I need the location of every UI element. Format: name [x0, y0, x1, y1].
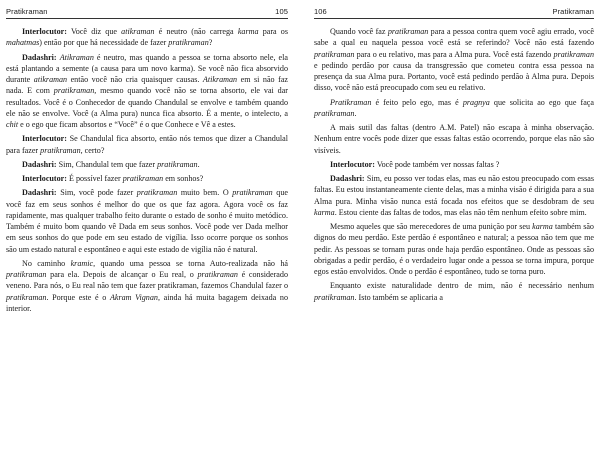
paragraph — [6, 26, 288, 49]
left-page-number: 105 — [275, 7, 288, 16]
paragraph-text: Sim, eu posso ver todas elas, mas eu não estou preocupado com essas faltas. Eu estou instantaneamente ciente delas, mas a minha visão é dirigida para a sua Alma pura. Minha visão nunca está focada nos efeitos que se desdobram de seu karma. Estou ciente das faltas de todos, mas elas não têm nenhum efeito sobre mim. — [314, 174, 594, 217]
paragraph — [314, 97, 594, 120]
paragraph-text: Sim, Chandulal tem que fazer pratikraman. — [56, 159, 200, 169]
paragraph — [6, 173, 288, 184]
speaker-label: Dadashri: — [22, 159, 57, 169]
paragraph-text: É possível fazer pratikraman em sonhos? — [66, 174, 204, 183]
paragraph-text: Atikraman é neutro, mas quando a pessoa se torna absorto nele, ela está plantando a semente (a causa para um novo karma). Se você não fica absorvido durante atikraman então você não cria quaisquer causas. Atikraman em si não faz nada. E com pratikraman, mesmo quando você não se torna absorto, ele vai dar resultados. Você é o Conhecedor de quando Chandulal se envolve e também quando ele não se envolve. Você (a Alma pura) nunca fica absorto. É a mente, o intelecto, a chit e o ego que ficam absortos e “Você” é o que Conhece e Vê a estes. — [6, 52, 289, 129]
right-page — [300, 0, 600, 466]
paragraph-text: Você pode também ver nossas faltas ? — [374, 159, 500, 169]
right-body-text — [314, 26, 594, 303]
paragraph — [314, 280, 594, 303]
paragraph-text: Você diz que atikraman é neutro (não carrega karma para os mahatmas) então por que há necessidade de fazer pratikraman? — [6, 27, 289, 48]
paragraph — [6, 52, 288, 131]
speaker-label: Dadashri: — [22, 188, 57, 198]
left-header-title: Pratikraman — [6, 7, 48, 16]
speaker-label: Interlocutor: — [22, 174, 67, 183]
right-page-number: 106 — [314, 7, 327, 16]
paragraph-text: A mais sutil das faltas (dentro A.M. Patel) não escapa à minha observação. Nenhum entre vocês pode dizer que essas faltas estão ocorrendo, porque elas não são visíveis. — [314, 123, 594, 155]
speaker-label: Interlocutor: — [330, 159, 375, 169]
paragraph-text: No caminho kramic, quando uma pessoa se torna Auto-realizada não há pratikraman para ela. Depois de alcançar o Eu real, o pratikraman é considerado veneno. Para nós, o Eu real não tem que fazer pratikraman, fazemos Chandulal fazer o pratikraman. Porque este é o Akram Vignan, ainda há muita bagagem deixada no interior. — [6, 258, 288, 313]
paragraph-text: Pratikraman é feito pelo ego, mas é pragnya que solicita ao ego que faça pratikraman. — [314, 97, 594, 118]
paragraph-text: Mesmo aqueles que são merecedores de uma punição por seu karma também são dignos do meu perdão. Este perdão é espontâneo e natural; a pessoa não tem que me pedir. As pessoas se tornam puras onde haja perdão espontâneo. Onde as pessoas são obrigadas a pedir perdão, é o verdadeiro lugar onde a pessoa se torna impura, porque egos estão envolvidos. Onde o perdão é espontâneo, tudo se torna puro. — [314, 222, 594, 276]
paragraph — [314, 122, 594, 156]
paragraph-text: Enquanto existe naturalidade dentro de mim, não é necessário nenhum pratikraman. Isto também se aplicaria a — [314, 281, 594, 302]
paragraph — [314, 221, 594, 277]
paragraph — [314, 26, 594, 94]
speaker-label: Dadashri: — [22, 52, 57, 62]
paragraph — [314, 173, 594, 218]
paragraph — [6, 258, 288, 314]
left-running-head — [6, 7, 288, 19]
speaker-label: Dadashri: — [330, 174, 365, 183]
right-running-head — [314, 7, 594, 19]
right-header-title: Pratikraman — [552, 7, 594, 16]
paragraph-text: Sim, você pode fazer pratikraman muito bem. O pratikraman que você faz em seus sonhos é melhor do que os que faz agora. Agora você os faz rapidamente, mas qualquer trabalho feito durante o estado de sonho é muito metódico. Também é muito bom quando vê Dada em seus sonhos. Você pode ver Dada melhor em seus sonhos do que pode em seu estado de vigília. Isso ocorre porque os sonhos são um estado natural e espontâneo e aqui este estado de vigília não é natural. — [6, 188, 288, 254]
paragraph — [6, 133, 288, 156]
paragraph — [314, 159, 594, 170]
left-body-text — [6, 26, 288, 314]
paragraph-text: Se Chandulal fica absorto, então nós temos que dizer a Chandulal para fazer pratikraman, certo? — [6, 134, 288, 155]
paragraph — [6, 159, 288, 170]
speaker-label: Interlocutor: — [22, 27, 67, 36]
paragraph — [6, 187, 288, 255]
paragraph-text: Quando você faz pratikraman para a pessoa contra quem você agiu errado, você sabe a qual eu naquela pessoa você está se referindo? Você não está fazendo pratikraman para o eu relativo, mas para a Alma pura. Você está fazendo pratikraman e pedindo perdão por causa da transgressão que cometeu contra essa pessoa na presença da sua Alma pura. Portanto, você está pedindo perdão à Alma pura. Depois disso, você não está preocupado com seu eu relativo. — [314, 27, 595, 93]
speaker-label: Interlocutor: — [22, 134, 67, 144]
